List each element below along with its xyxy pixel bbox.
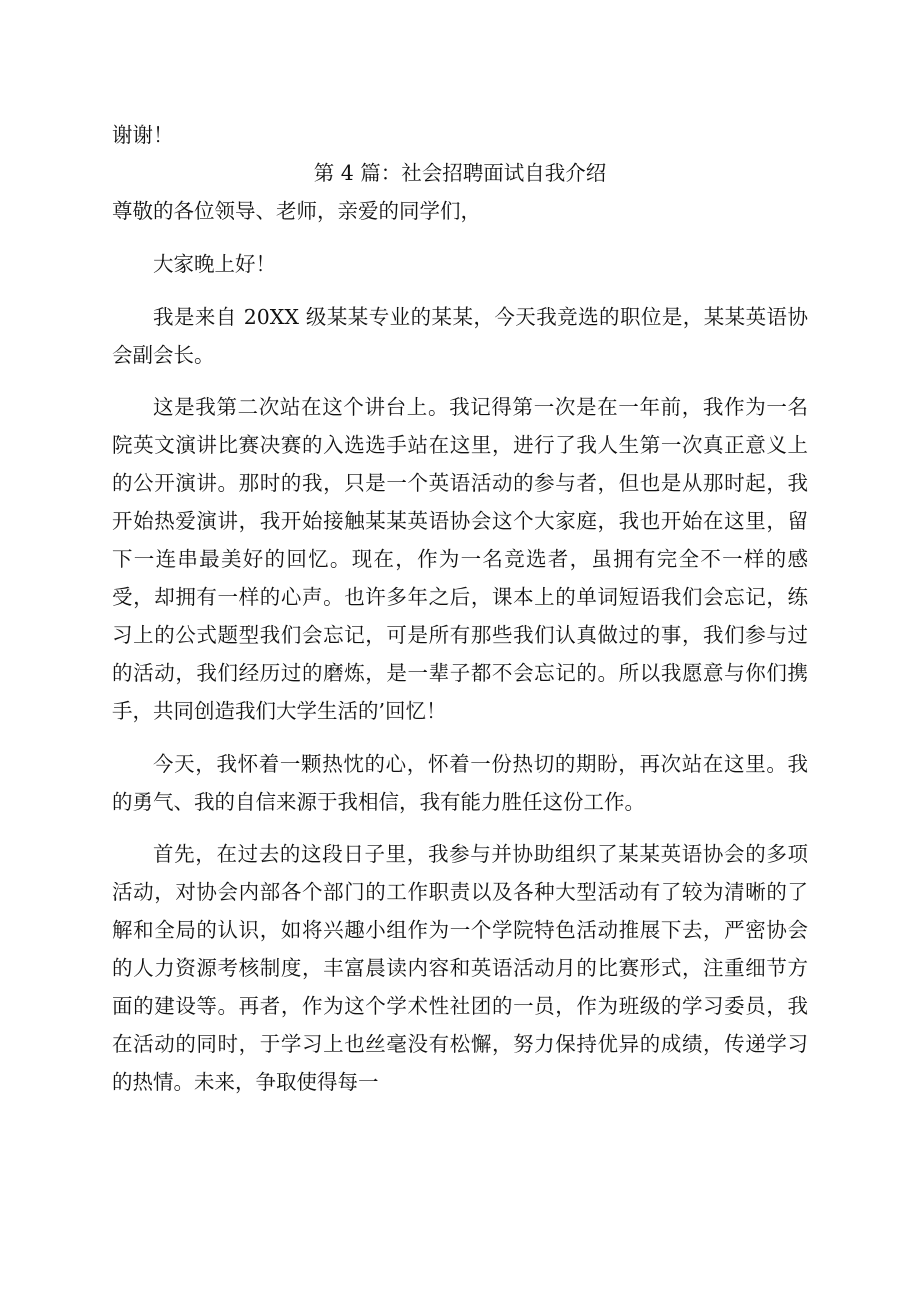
greeting: 大家晚上好！ xyxy=(153,251,276,276)
paragraph-memories: 这是我第二次站在这个讲台上。我记得第一次是在一年前，我作为一名院英文演讲比赛决赛的入选选手站在这里，进行了我人生第一次真正意义上的公开演讲。那时的我，只是一个英语活动的参与者，但也是从那时起，我开始热爱演讲，我开始接触某某英语协会这个大家庭，我也开始在这里，留下一连串最美好的回忆。现在，作为一名竞选者，虽拥有完全不一样的感受，却拥有一样的心声。也许多年之后，课本上的单词短语我们会忘记，练习上的公式题型我们会忘记，可是所有那些我们认真做过的事，我们参与过的活动，我们经历过的磨炼，是一辈子都不会忘记的。所以我愿意与你们携手，共同创造我们大学生活的’回忆！ xyxy=(112,395,808,723)
document-title: 第 4 篇：社会招聘面试自我介绍 xyxy=(313,160,607,185)
paragraph-experience: 首先，在过去的这段日子里，我参与并协助组织了某某英语协会的多项活动，对协会内部各个部门的工作职责以及各种大型活动有了较为清晰的了解和全局的认识，如将兴趣小组作为一个学院特色活动推展下去，严密协会的人力资源考核制度，丰富晨读内容和英语活动月的比赛形式，注重细节方面的建设等。再者，作为这个学术性社团的一员，作为班级的学习委员，我在活动的同时，于学习上也丝毫没有松懈，努力保持优异的成绩，传递学习的热情。未来，争取使得每一 xyxy=(112,842,808,1094)
salutation: 尊敬的各位领导、老师，亲爱的同学们， xyxy=(112,198,481,223)
paragraph-position: 我是来自 20XX 级某某专业的某某，今天我竞选的职位是，某某英语协会副会长。 xyxy=(112,304,808,367)
previous-closing: 谢谢！ xyxy=(112,123,174,147)
document-page xyxy=(112,108,808,1102)
paragraph-confidence: 今天，我怀着一颗热忱的心，怀着一份热切的期盼，再次站在这里。我的勇气、我的自信来源于我相信，我有能力胜任这份工作。 xyxy=(112,751,808,814)
